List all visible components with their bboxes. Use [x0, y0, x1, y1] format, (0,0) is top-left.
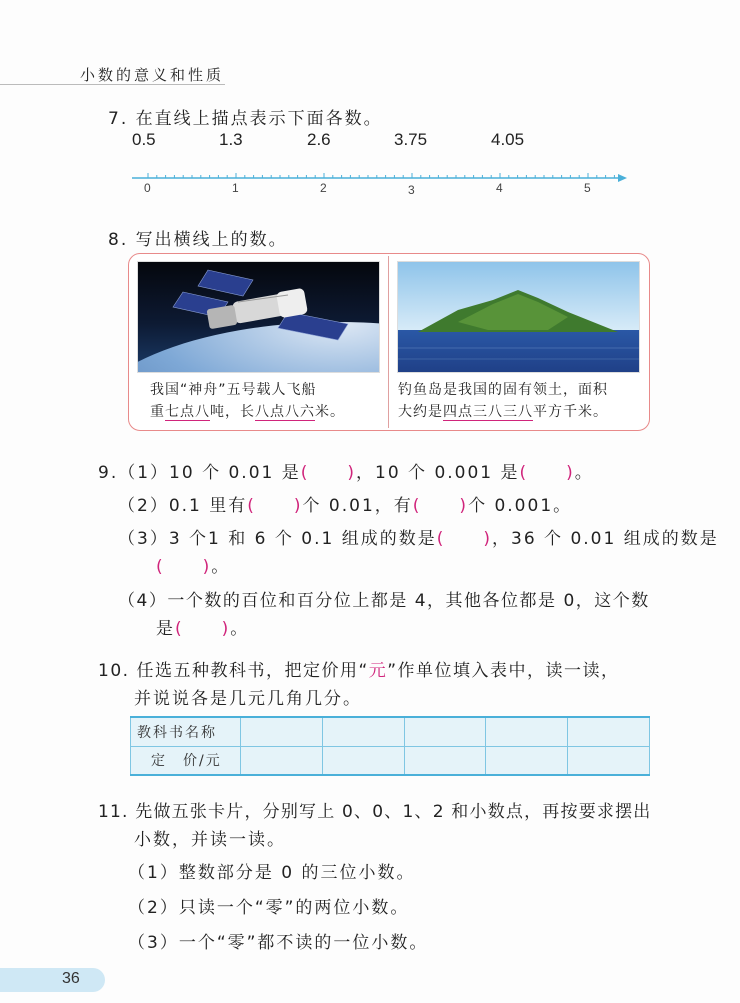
caption-text: 米。	[315, 404, 345, 420]
island-photo	[397, 261, 640, 373]
page-number: 36	[62, 970, 80, 987]
spacecraft-caption	[150, 379, 345, 423]
answer-blank[interactable]: ( )	[175, 619, 231, 639]
tick-label-0: 0	[144, 181, 151, 195]
caption-text: 平方千米。	[533, 404, 608, 420]
tick-label-3: 3	[408, 183, 415, 197]
table-cell-blank[interactable]	[241, 746, 323, 775]
q9-text: 。	[230, 619, 250, 639]
q7-number: 1.3	[219, 130, 243, 149]
tick-label-4: 4	[496, 181, 503, 195]
textbook-price-table	[130, 716, 650, 776]
tick-label-1: 1	[232, 181, 239, 195]
answer-blank[interactable]: ( )	[300, 463, 356, 483]
table-row	[131, 746, 650, 775]
q9-text: （2）0.1 里有	[118, 496, 248, 516]
spacecraft-caption-line1: 我国“神舟”五号载人飞船	[150, 382, 317, 398]
q10-line2: 并说说各是几元几角几分。	[134, 689, 362, 709]
underlined-number: 八点八六	[255, 404, 315, 420]
header-rule	[0, 84, 225, 85]
q9-part3-cont	[156, 552, 230, 577]
q7-number: 2.6	[307, 130, 331, 149]
page-number-tab	[0, 968, 105, 992]
table-cell-blank[interactable]	[322, 717, 404, 746]
table-cell-blank[interactable]	[486, 717, 568, 746]
q9-text: ，36 个 0.01 组成的数是	[492, 529, 719, 549]
q10-text: 10. 任选五种教科书，把定价用“	[98, 661, 369, 681]
unit-yuan: 元	[368, 661, 388, 681]
q11-part3: （3）一个“零”都不读的一位小数。	[128, 933, 429, 953]
q7-label: 7. 在直线上描点表示下面各数。	[108, 109, 383, 129]
q9-part4-cont	[156, 614, 249, 639]
q9-text: 个 0.01，有	[302, 496, 413, 516]
tick-label-5: 5	[584, 181, 591, 195]
q9-part2	[118, 491, 572, 516]
answer-blank[interactable]: ( )	[156, 557, 212, 577]
q9-text: （3）3 个1 和 6 个 0.1 组成的数是	[118, 529, 437, 549]
caption-text: 重	[150, 404, 165, 420]
spacecraft-caption-line2	[150, 401, 345, 423]
answer-blank[interactable]: ( )	[412, 496, 469, 516]
table-cell-blank[interactable]	[404, 717, 486, 746]
q10-line1	[98, 656, 620, 681]
table-cell-blank[interactable]	[568, 746, 650, 775]
number-line[interactable]	[130, 168, 630, 198]
q7-number: 4.05	[491, 130, 525, 149]
spacecraft-photo	[137, 261, 380, 373]
table-cell-blank[interactable]	[404, 746, 486, 775]
q9-text: 是	[156, 619, 175, 639]
caption-text: 大约是	[398, 404, 443, 420]
q9-text: 个 0.001。	[468, 496, 573, 516]
q8-label: 8. 写出横线上的数。	[108, 230, 288, 250]
island-caption	[398, 379, 608, 423]
answer-blank[interactable]: ( )	[247, 496, 303, 516]
q8-panel-divider	[388, 256, 389, 428]
q7-number: 0.5	[132, 130, 156, 149]
island-caption-line2	[398, 401, 608, 423]
table-cell-blank[interactable]	[568, 717, 650, 746]
table-cell-blank[interactable]	[241, 717, 323, 746]
answer-blank[interactable]: ( )	[519, 463, 575, 483]
q10-text: ”作单位填入表中，读一读，	[387, 661, 620, 681]
q7-number: 3.75	[394, 130, 428, 149]
q11-line2: 小数，并读一读。	[134, 830, 286, 850]
row-header-name: 教科书名称	[131, 717, 241, 746]
island-caption-line1: 钓鱼岛是我国的固有领土，面积	[398, 382, 608, 398]
row-header-price: 定 价/元	[131, 746, 241, 775]
number-line-axis	[130, 171, 630, 185]
q11-part2: （2）只读一个“零”的两位小数。	[128, 898, 410, 918]
caption-text: 吨，长	[210, 404, 255, 420]
table-cell-blank[interactable]	[322, 746, 404, 775]
underlined-number: 四点三八三八	[443, 404, 533, 420]
q9-text: ，10 个 0.001 是	[356, 463, 520, 483]
table-row	[131, 717, 650, 746]
q9-text: 。	[211, 557, 231, 577]
underlined-number: 七点八	[165, 404, 210, 420]
table-cell-blank[interactable]	[486, 746, 568, 775]
q9-part4: （4）一个数的百位和百分位上都是 4，其他各位都是 0，这个数	[118, 591, 650, 611]
q11-line1: 11. 先做五张卡片，分别写上 0、0、1、2 和小数点，再按要求摆出	[98, 802, 652, 822]
answer-blank[interactable]: ( )	[436, 529, 492, 549]
q9-text: 。	[574, 463, 594, 483]
q9-part1	[98, 458, 594, 483]
q11-part1: （1）整数部分是 0 的三位小数。	[128, 863, 416, 883]
q9-text: 9.（1）10 个 0.01 是	[98, 463, 301, 483]
chapter-title: 小数的意义和性质	[80, 66, 225, 84]
q9-part3	[118, 524, 719, 549]
tick-label-2: 2	[320, 181, 327, 195]
